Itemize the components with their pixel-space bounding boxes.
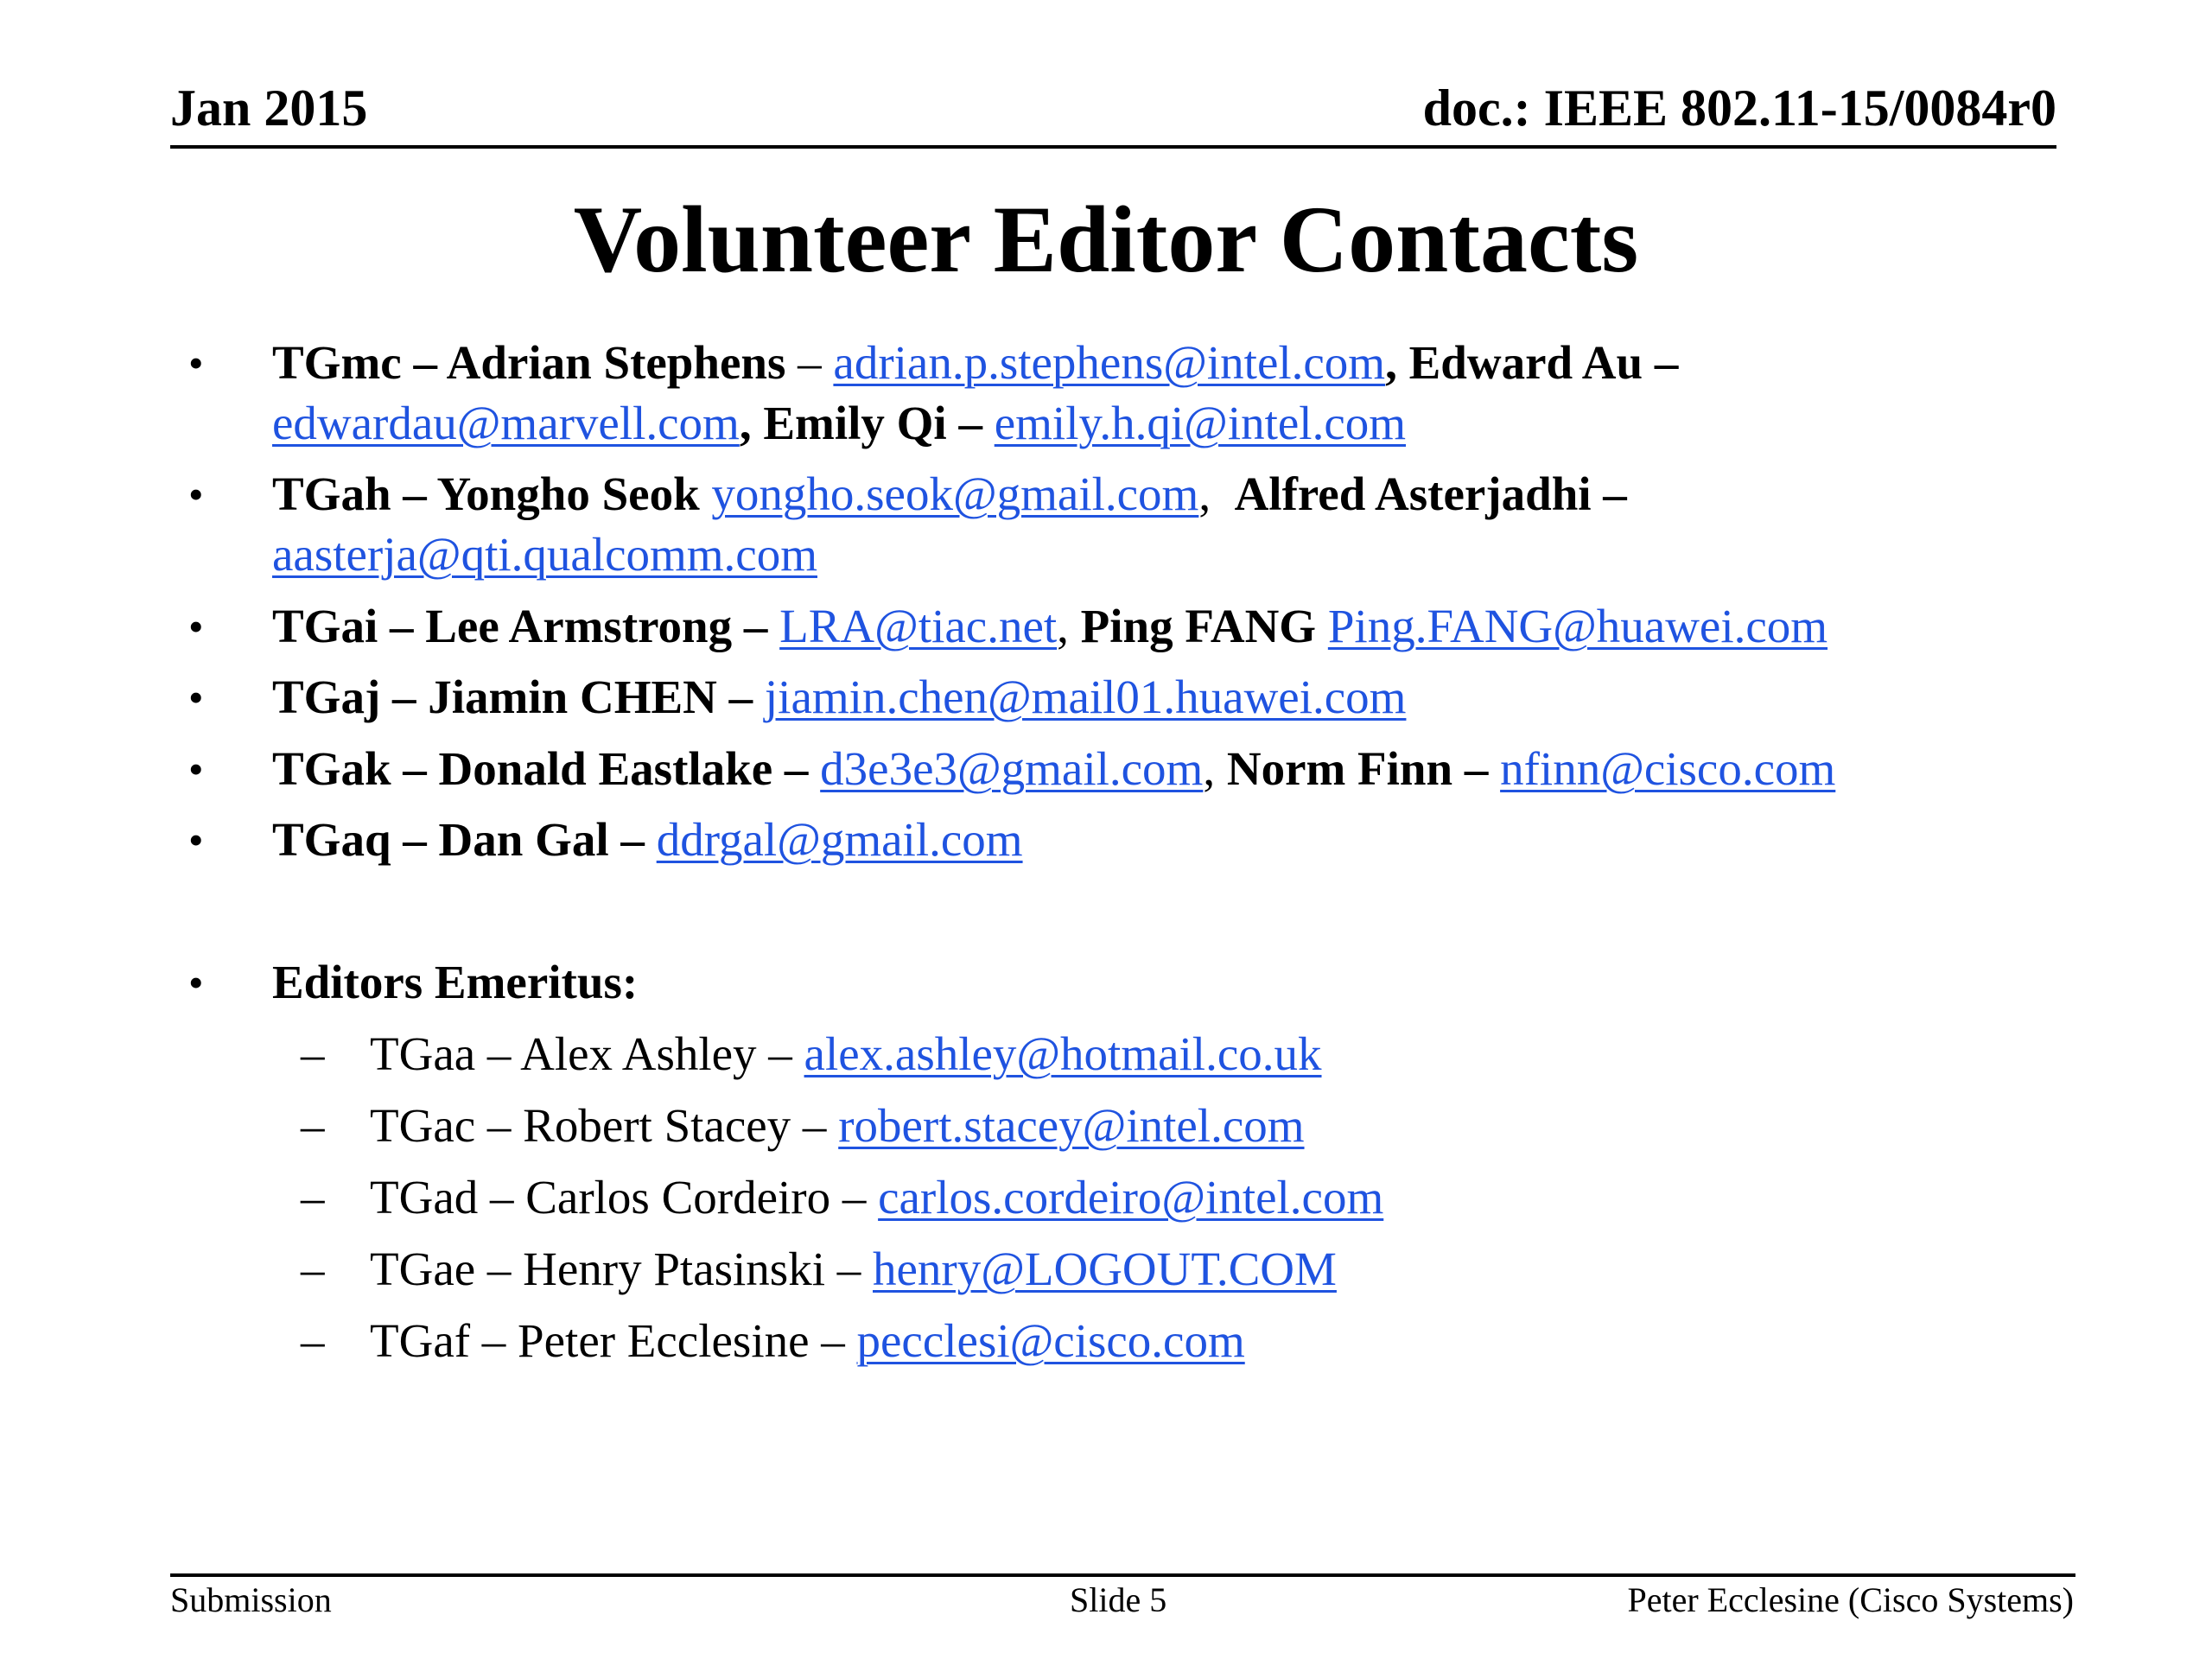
bullet-tgaq (188, 810, 1023, 870)
emeritus-editor: TGad – Carlos Cordeiro – (370, 1171, 879, 1224)
footer-author: Peter Ecclesine (Cisco Systems) (1627, 1580, 2074, 1619)
emeritus-editor: TGaf – Peter Ecclesine – (370, 1314, 857, 1367)
header-rule (170, 145, 2056, 149)
tgmc-editor: TGmc – Adrian Stephens (272, 336, 786, 389)
tgmc-editor-au: , Edward Au – (1385, 336, 1679, 389)
tgak-sep: , (1203, 742, 1227, 795)
bullet-icon: • (188, 602, 204, 651)
tgai-sep: , (1057, 600, 1081, 652)
tgah-editor: TGah – Yongho Seok (272, 467, 712, 520)
tgaq-editor: TGaq – Dan Gal – (272, 813, 657, 866)
bullet-tgmc (188, 333, 1679, 454)
emeritus-item (301, 1096, 1305, 1156)
tgai-editor-fang: Ping FANG (1080, 600, 1328, 652)
tgaj-email-chen[interactable]: jiamin.chen@mail01.huawei.com (764, 671, 1407, 723)
tgmc-email-stephens[interactable]: adrian.p.stephens@intel.com (833, 336, 1386, 389)
bullet-icon: • (188, 816, 204, 864)
bullet-icon: • (188, 339, 204, 387)
footer-rule (170, 1573, 2075, 1577)
tgah-email-seok[interactable]: yongho.seok@gmail.com (711, 467, 1199, 520)
emeritus-editor: TGae – Henry Ptasinski – (370, 1243, 873, 1295)
bullet-icon: • (188, 470, 204, 518)
tgai-email-fang[interactable]: Ping.FANG@huawei.com (1327, 600, 1828, 652)
footer-slide-number: Slide 5 (1070, 1580, 1167, 1619)
emeritus-email[interactable]: alex.ashley@hotmail.co.uk (804, 1027, 1322, 1080)
tgah-editor-asterjadhi: Alfred Asterjadhi – (1234, 467, 1627, 520)
header-date: Jan 2015 (170, 79, 368, 137)
bullet-icon: • (188, 745, 204, 793)
tgai-email-armstrong[interactable]: LRA@tiac.net (779, 600, 1058, 652)
dash-icon: – (301, 1027, 325, 1080)
tgaj-editor: TGaj – Jiamin CHEN – (272, 671, 765, 723)
tgah-sep: , (1198, 467, 1235, 520)
bullet-tgak (188, 739, 1836, 799)
tgak-email-finn[interactable]: nfinn@cisco.com (1500, 742, 1836, 795)
emeritus-heading: Editors Emeritus: (272, 956, 639, 1008)
bullet-tgai (188, 596, 1828, 657)
dash-icon: – (301, 1243, 325, 1295)
header-doc-id: doc.: IEEE 802.11-15/0084r0 (1422, 79, 2056, 137)
tgak-editor-finn: Norm Finn – (1226, 742, 1501, 795)
emeritus-email[interactable]: pecclesi@cisco.com (856, 1314, 1245, 1367)
bullet-emeritus (188, 952, 639, 1013)
dash-icon: – (301, 1314, 325, 1367)
emeritus-item (301, 1167, 1384, 1228)
tgak-email-eastlake[interactable]: d3e3e3@gmail.com (820, 742, 1204, 795)
tgak-editor: TGak – Donald Eastlake – (272, 742, 821, 795)
tgmc-email-qi[interactable]: emily.h.qi@intel.com (994, 397, 1407, 449)
tgmc-sep: – (785, 336, 834, 389)
emeritus-email[interactable]: carlos.cordeiro@intel.com (878, 1171, 1384, 1224)
dash-icon: – (301, 1099, 325, 1152)
emeritus-editor: TGac – Robert Stacey – (370, 1099, 839, 1152)
emeritus-email[interactable]: robert.stacey@intel.com (838, 1099, 1305, 1152)
tgai-editor: TGai – Lee Armstrong – (272, 600, 780, 652)
tgah-email-asterjadhi[interactable]: aasterja@qti.qualcomm.com (272, 528, 817, 581)
tgmc-editor-qi: , Emily Qi – (739, 397, 995, 449)
tgaq-email-gal[interactable]: ddrgal@gmail.com (656, 813, 1023, 866)
dash-icon: – (301, 1171, 325, 1224)
tgmc-email-au[interactable]: edwardau@marvell.com (272, 397, 740, 449)
footer-submission: Submission (170, 1580, 332, 1619)
emeritus-email[interactable]: henry@LOGOUT.COM (873, 1243, 1337, 1295)
bullet-icon: • (188, 673, 204, 721)
slide-title: Volunteer Editor Contacts (573, 187, 1639, 292)
bullet-tgah (188, 464, 1627, 585)
bullet-tgaj (188, 667, 1407, 728)
bullet-icon: • (188, 958, 204, 1007)
emeritus-item (301, 1024, 1322, 1084)
emeritus-editor: TGaa – Alex Ashley – (370, 1027, 804, 1080)
emeritus-item (301, 1311, 1245, 1371)
emeritus-item (301, 1239, 1337, 1300)
